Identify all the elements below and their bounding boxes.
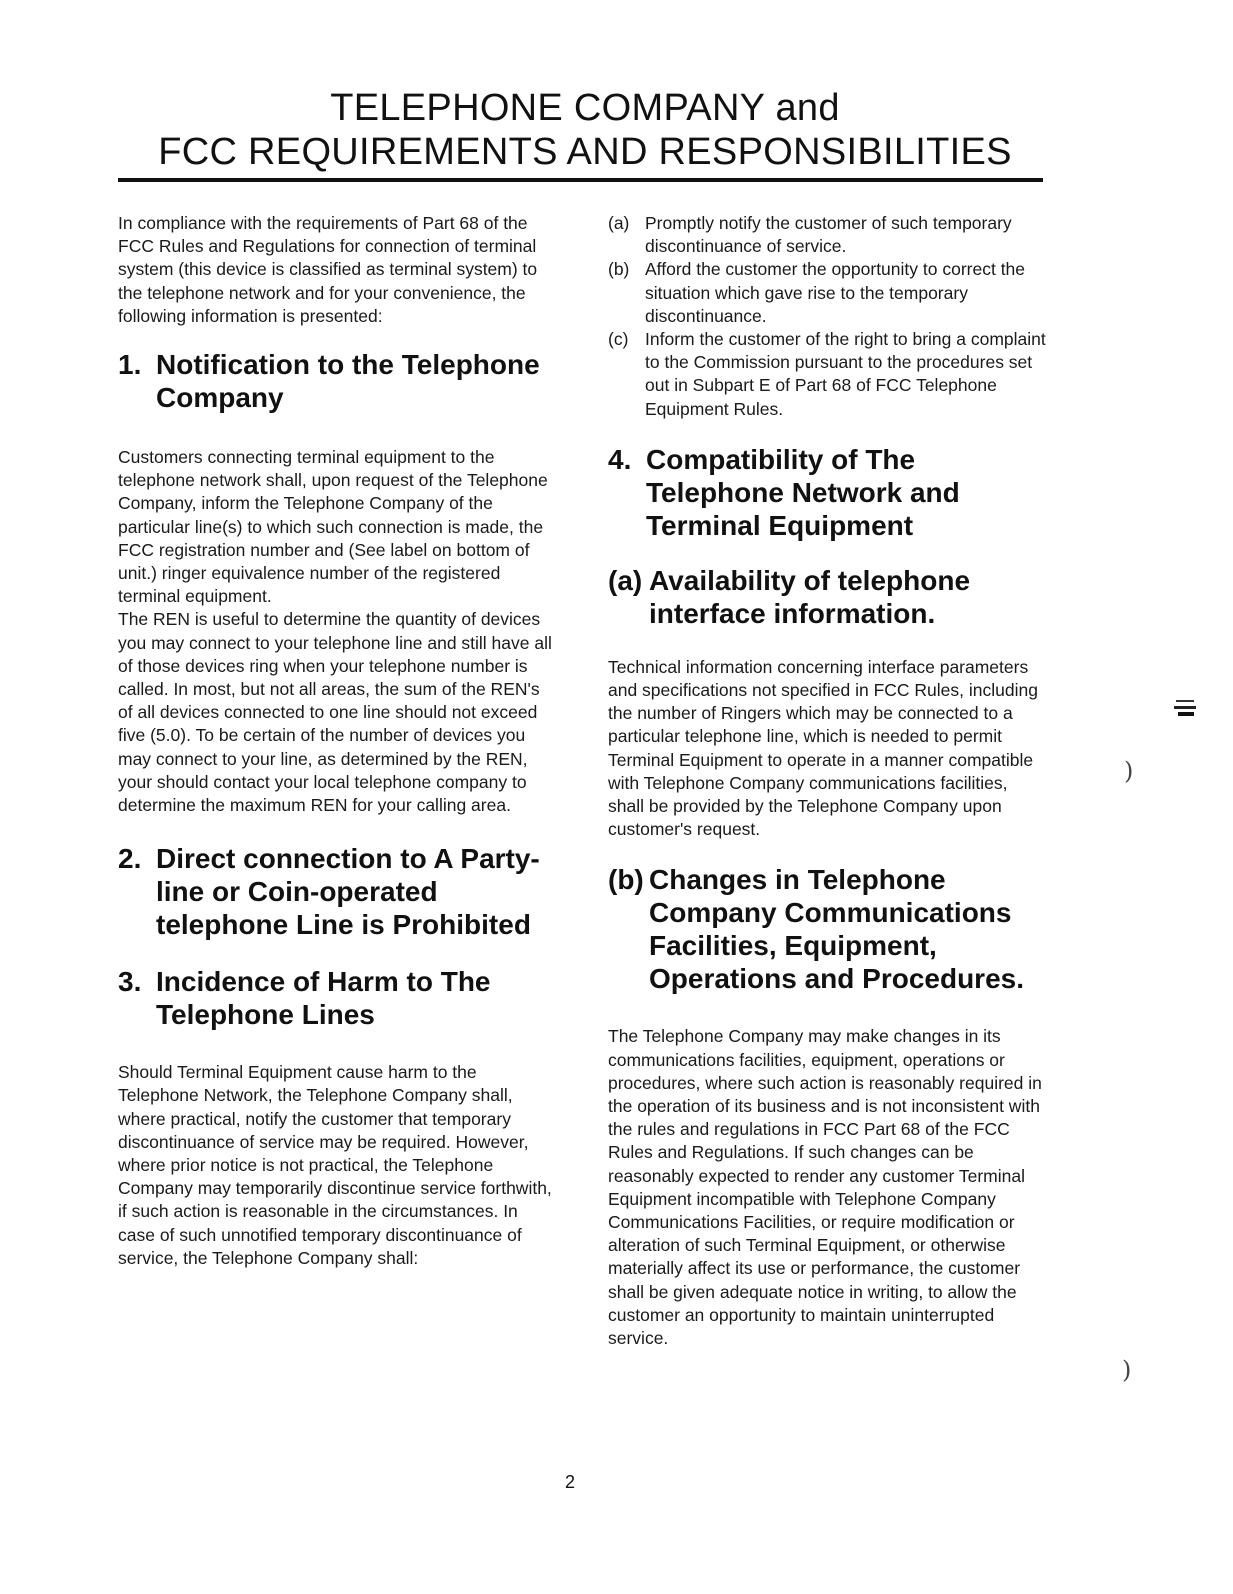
title-underline xyxy=(118,178,1043,182)
section-4b-heading xyxy=(608,863,1048,995)
section-3-heading xyxy=(118,965,558,1031)
section-4b-title: Changes in Telephone Company Communications Facilities, Equipment, Operations and Procedures. xyxy=(649,864,1024,995)
left-column xyxy=(118,212,558,1270)
section-1-body: Customers connecting terminal equipment to the telephone network shall, upon request of the Telephone Company, inform the Telephone Company of the particular line(s) to which such connection is made, the FCC registration number and (See label on bottom of unit.) ringer equivalence number of the registered terminal equipment. xyxy=(118,447,548,607)
page-number: 2 xyxy=(565,1472,576,1492)
list-item-text: Afford the customer the opportunity to correct the situation which gave rise to the temporary discontinuance. xyxy=(645,259,1026,326)
section-4-number: 4. xyxy=(608,443,632,475)
section-4-title: Compatibility of The Telephone Network and Terminal Equipment xyxy=(646,443,960,541)
section-4b-label: (b) xyxy=(608,864,644,896)
list-item xyxy=(608,212,1048,258)
section-1-title: Notification to the Telephone Company xyxy=(156,349,540,414)
section-2-heading xyxy=(118,842,558,941)
binder-clip-icon xyxy=(1172,698,1198,720)
list-item-label: (a) xyxy=(608,213,630,233)
list-item-text: Inform the customer of the right to bring a complaint to the Commission pursuant to the procedures set out in Subpart E of Part 68 of FCC Telephone Equipment Rules. xyxy=(645,329,1046,419)
section-1-number: 1. xyxy=(118,349,142,381)
section-4a-label: (a) xyxy=(608,564,643,596)
section-2-number: 2. xyxy=(118,843,142,875)
list-item-label: (c) xyxy=(608,329,629,350)
margin-mark: ) xyxy=(1122,1356,1132,1384)
section-4b-body: The Telephone Company may make changes in its communications facilities, equipment, operations or procedures, where such action is reasonably required in the operation of its business and is not inconsistent with the rules and regulations in FCC Part 68 of the FCC Rules and Regulations. If such changes can be reasonably expected to render any customer Terminal Equipment incompatible with Telephone Company Communications Facilities, or require modification or alteration of such Terminal Equipment, or otherwise materially affect its use or performance, the customer shall be given adequate notice in writing, to allow the customer an opportunity to maintain uninterrupted service. xyxy=(608,1026,1042,1349)
section-1-heading xyxy=(118,348,558,414)
intro-paragraph: In compliance with the requirements of Part 68 of the FCC Rules and Regulations for connection of terminal system (this device is classified as terminal system) to the telephone network and for your convenience, the following information is presented: xyxy=(118,213,538,326)
page-title-line-1: TELEPHONE COMPANY and xyxy=(330,87,840,129)
section-3-title: Incidence of Harm to The Telephone Lines xyxy=(156,966,491,1031)
right-column xyxy=(608,212,1048,1350)
section-1-body-ren: The REN is useful to determine the quantity of devices you may connect to your telephone line and still have all of those devices ring when your telephone number is called. In most, but not all areas, the sum of the REN's of all devices connected to one line should not exceed five (5.0). To be certain of the number of devices you may connect to your line, as determined by the REN, your should contact your local telephone company to determine the maximum REN for your calling area. xyxy=(118,609,552,816)
list-item-text: Promptly notify the customer of such temporary discontinuance of service. xyxy=(645,213,1012,257)
section-3-number: 3. xyxy=(118,966,142,998)
page-title-line-2: FCC REQUIREMENTS AND RESPONSIBILITIES xyxy=(158,131,1012,173)
section-4-heading xyxy=(608,443,1048,542)
list-item-label: (b) xyxy=(608,259,630,280)
list-item xyxy=(608,328,1048,421)
list-item xyxy=(608,258,1048,328)
margin-mark: ) xyxy=(1124,757,1134,785)
section-3-body: Should Terminal Equipment cause harm to the Telephone Network, the Telephone Company shall, where practical, notify the customer that temporary discontinuance of service may be required. However, where prior notice is not practical, the Telephone Company may temporarily discontinue service forthwith, if such action is reasonable in the circumstances. In case of such unnotified temporary discontinuance of service, the Telephone Company shall: xyxy=(118,1062,552,1268)
section-4a-title: Availability of telephone interface information. xyxy=(649,564,971,629)
section-4a-body: Technical information concerning interface parameters and specifications not specified in FCC Rules, including the number of Ringers which may be connected to a particular telephone line, which is needed to permit Terminal Equipment to operate in a manner compatible with Telephone Company communications facilities, shall be provided by the Telephone Company upon customer's request. xyxy=(608,656,1038,840)
section-4a-heading xyxy=(608,564,1048,630)
section-2-title: Direct connection to A Party-line or Coin-operated telephone Line is Prohibited xyxy=(156,843,540,941)
